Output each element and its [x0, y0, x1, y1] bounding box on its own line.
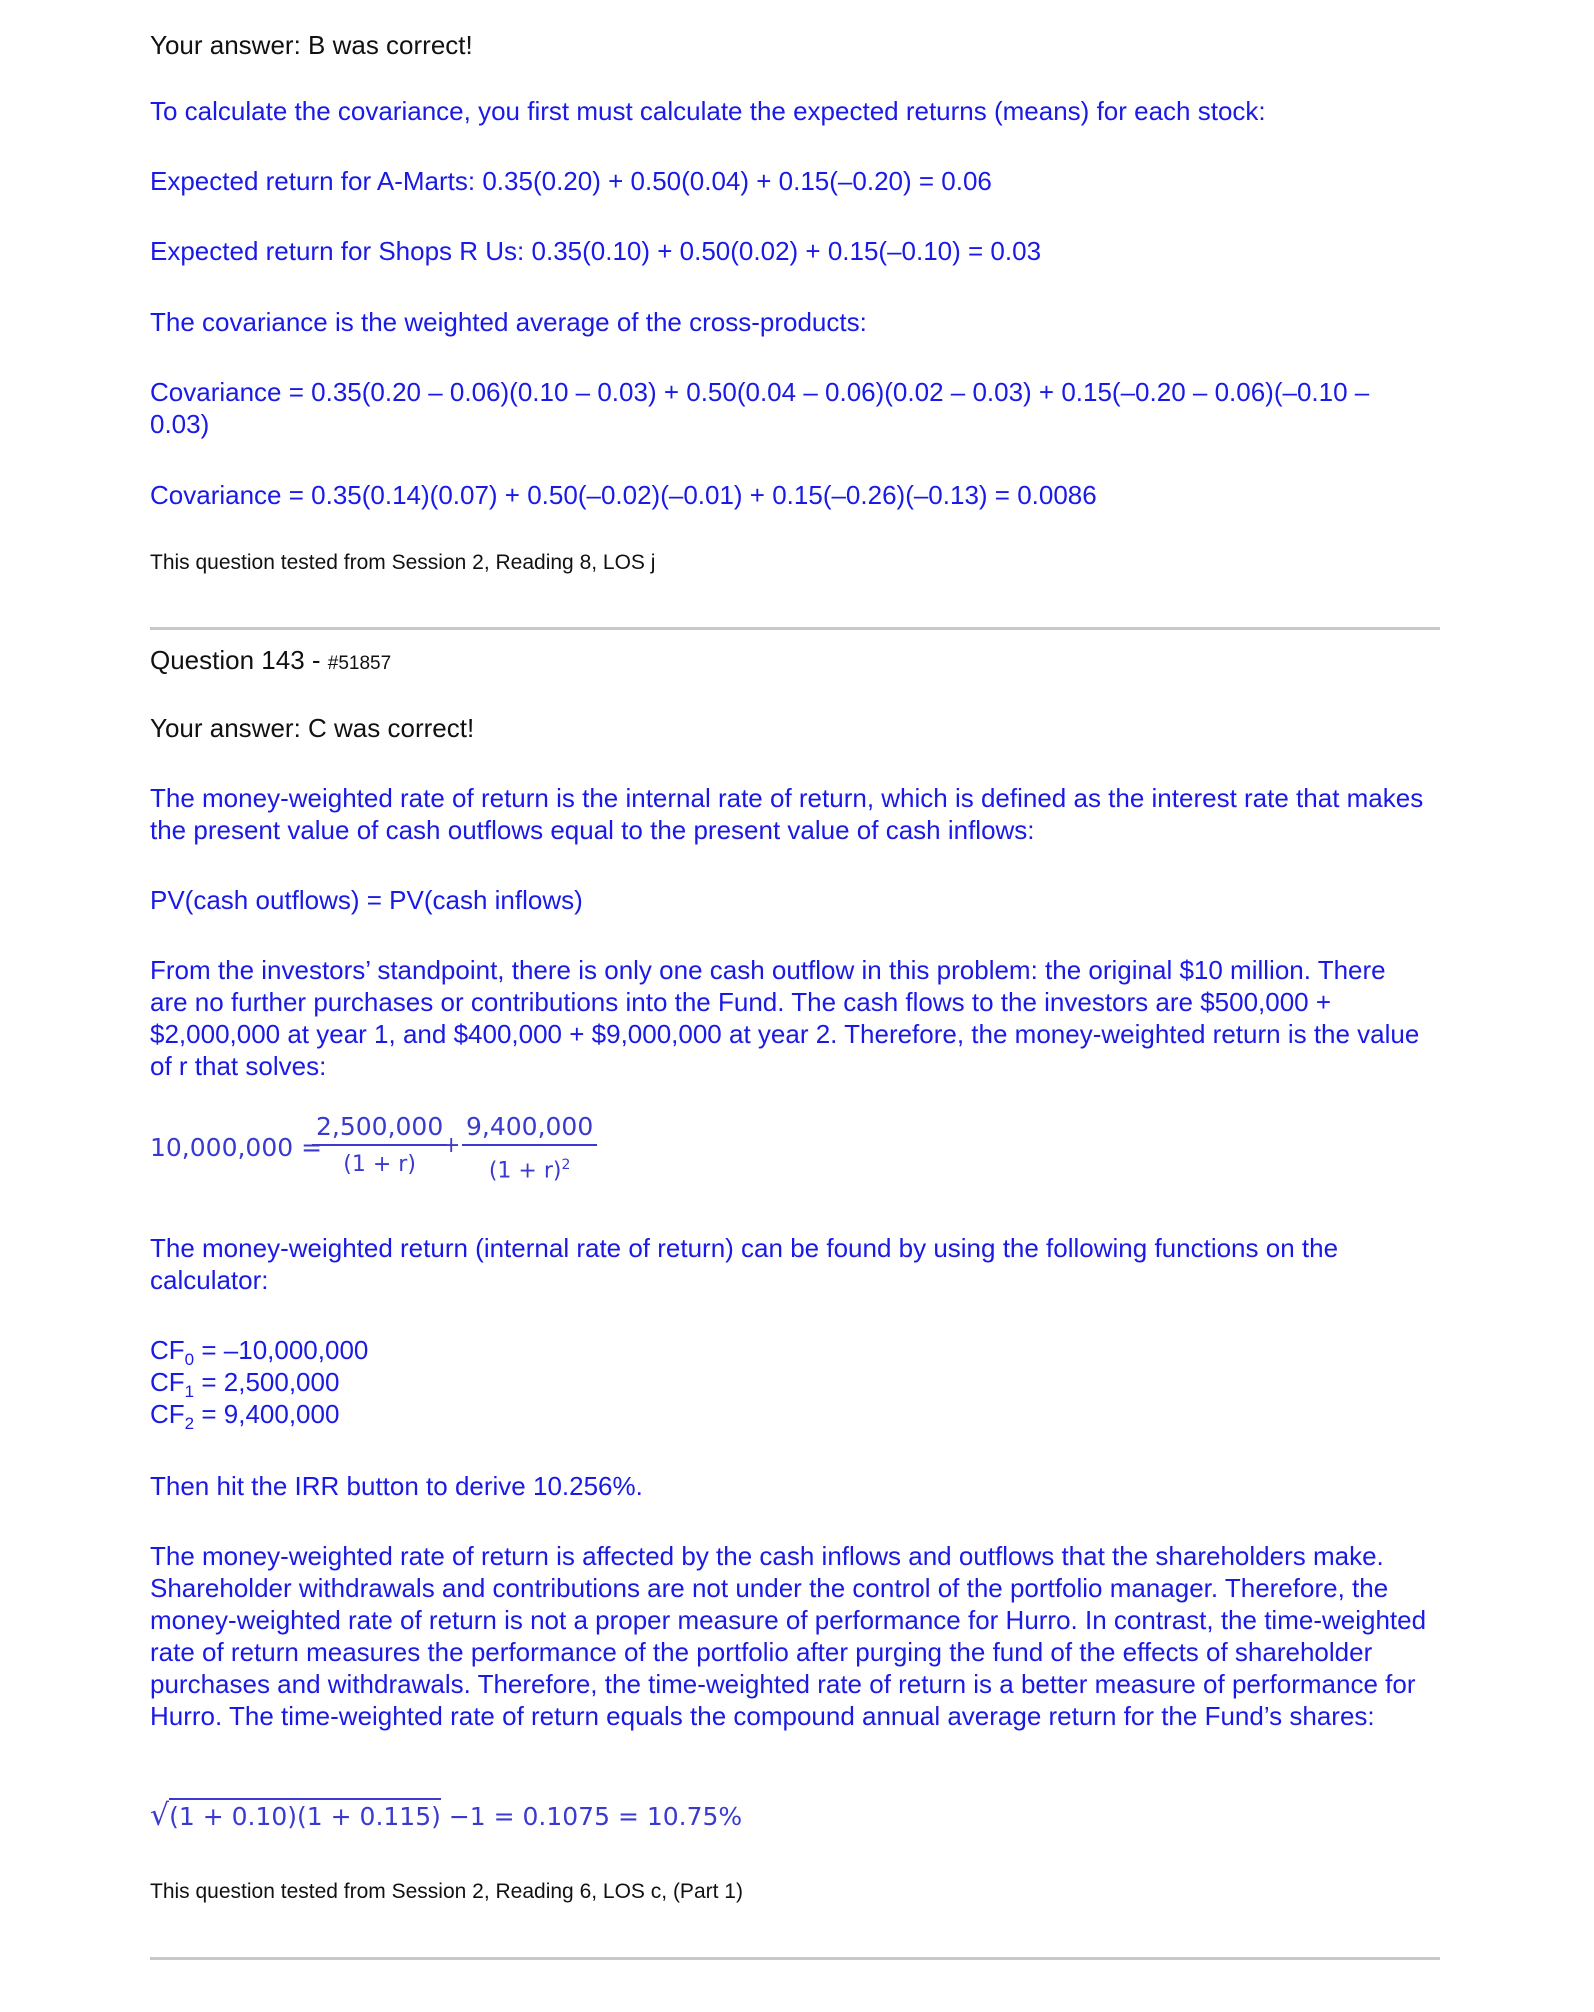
- denominator-base: (1 + r): [488, 1158, 562, 1184]
- investors-paragraph: From the investors’ standpoint, there is only one cash outflow in this problem: the original $10 million. There are no further purchases or contributions into the Fund. The cash flows to the investors are $500,000 + $2,000,000 at year 1, and $400,000 + $9,000,000 at year 2. Therefore, the money-weighted return is the value of r that solves:: [150, 955, 1420, 1081]
- cf-subscript: 0: [184, 1350, 195, 1369]
- irr-result: Then hit the IRR button to derive 10.256%.: [150, 1471, 643, 1501]
- numerator: 2,500,000: [312, 1110, 447, 1146]
- cf-label: CF: [150, 1399, 185, 1429]
- divider: [150, 1957, 1440, 1960]
- geometric-mean-formula: [150, 1798, 742, 1833]
- cf-value: = 9,400,000: [194, 1399, 340, 1429]
- money-weighted-definition: The money-weighted rate of return is the internal rate of return, which is defined as the interest rate that makes the present value of cash outflows equal to the present value of cash inflows:: [150, 783, 1424, 845]
- numerator: 9,400,000: [462, 1110, 597, 1146]
- denominator: [462, 1146, 597, 1190]
- answer-status: Your answer: B was correct!: [150, 30, 473, 60]
- tested-reference: This question tested from Session 2, Reading 6, LOS c, (Part 1): [150, 1880, 743, 1903]
- cash-flow-2: [150, 1399, 339, 1434]
- exponent: 2: [561, 1157, 571, 1173]
- fraction-year1: [312, 1110, 447, 1184]
- cf-subscript: 1: [184, 1382, 195, 1401]
- root-result: −1 = 0.1075 = 10.75%: [440, 1802, 743, 1831]
- cf-value: = 2,500,000: [194, 1367, 340, 1397]
- radicand: (1 + 0.10)(1 + 0.115): [169, 1798, 441, 1831]
- question-id: #51857: [327, 653, 392, 674]
- covariance-result: Covariance = 0.35(0.14)(0.07) + 0.50(–0.02)(–0.01) + 0.15(–0.26)(–0.13) = 0.0086: [150, 480, 1097, 510]
- plus-sign: +: [442, 1133, 461, 1158]
- covariance-intro: To calculate the covariance, you first must calculate the expected returns (means) for each stock:: [150, 96, 1266, 126]
- equation-lhs: 10,000,000 =: [150, 1133, 323, 1162]
- cf-subscript: 2: [184, 1414, 195, 1433]
- square-root: [150, 1798, 441, 1833]
- denominator: (1 + r): [343, 1152, 416, 1177]
- cash-flow-1: [150, 1367, 339, 1402]
- divider: [150, 627, 1440, 630]
- calculator-intro: The money-weighted return (internal rate of return) can be found by using the following functions on the calculator:: [150, 1233, 1339, 1295]
- tested-reference: This question tested from Session 2, Reading 8, LOS j: [150, 551, 656, 574]
- fraction-year2: [462, 1110, 597, 1190]
- cash-flow-0: [150, 1335, 368, 1370]
- expected-return-amarts: Expected return for A-Marts: 0.35(0.20) + 0.50(0.04) + 0.15(–0.20) = 0.06: [150, 166, 992, 196]
- expected-return-shops: Expected return for Shops R Us: 0.35(0.10) + 0.50(0.02) + 0.15(–0.10) = 0.03: [150, 236, 1042, 266]
- question-number: Question 143 -: [150, 645, 328, 675]
- covariance-definition: The covariance is the weighted average of the cross-products:: [150, 307, 867, 337]
- radical-sign-icon: √: [150, 1798, 170, 1833]
- covariance-formula: Covariance = 0.35(0.20 – 0.06)(0.10 – 0.03) + 0.50(0.04 – 0.06)(0.02 – 0.03) + 0.15(–0.20 – 0.06)(–0.10 – 0.03): [150, 377, 1370, 439]
- time-weighted-paragraph: The money-weighted rate of return is affected by the cash inflows and outflows that the shareholders make. Shareholder withdrawals and contributions are not under the control of the portfolio manager. Therefore, the money-weighted rate of return is not a proper measure of performance for Hurro. In contrast, the time-weighted rate of return measures the performance of the portfolio after purging the fund of the effects of shareholder purchases and withdrawals. Therefore, the time-weighted rate of return is a better measure of performance for Hurro. The time-weighted rate of return equals the compound annual average return for the Fund’s shares:: [150, 1541, 1427, 1731]
- pv-equation: PV(cash outflows) = PV(cash inflows): [150, 885, 583, 915]
- cf-label: CF: [150, 1335, 185, 1365]
- question-title: [150, 645, 391, 676]
- cf-label: CF: [150, 1367, 185, 1397]
- cf-value: = –10,000,000: [194, 1335, 369, 1365]
- answer-status: Your answer: C was correct!: [150, 713, 475, 743]
